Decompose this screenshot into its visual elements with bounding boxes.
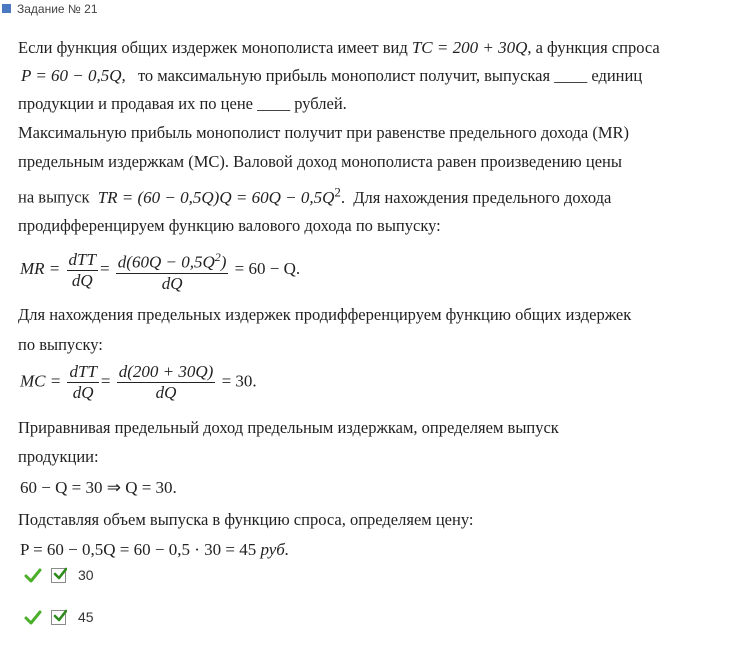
mr-formula: MR = $\frac{\text{dTT}}{dQ}$ = $\frac{d(60Q - 0,5Q^2)}{dQ}$ = 60 − Q.	[20, 247, 300, 294]
demand-formula: P = 60 − 0,5Q,	[21, 66, 126, 85]
header-square-icon	[2, 4, 11, 13]
solution-line: продукции:	[18, 447, 99, 466]
checkbox-check-icon	[53, 567, 67, 581]
solution-line: предельным издержкам (МС). Валовой доход монополиста равен произведению цены	[18, 152, 622, 171]
question-line-3: продукции и продавая их по цене ____ рублей.	[18, 94, 347, 113]
checkbox-check-icon	[53, 609, 67, 623]
question-line-2	[18, 66, 642, 86]
solution-line: Максимальную прибыль монополист получит при равенстве предельного дохода (MR)	[18, 123, 630, 142]
question-text: Если функция общих издержек монополиста имеет вид	[18, 38, 408, 57]
answer-value: 45	[78, 609, 94, 625]
solution-line: по выпуску:	[18, 335, 103, 354]
equality-formula: 60 − Q = 30 ⇒ Q = 30.	[20, 478, 177, 497]
question-text: то максимальную прибыль монополист получит, выпуская ____ единиц	[137, 66, 643, 85]
correct-check-icon	[24, 567, 42, 585]
solution-line: Приравнивая предельный доход предельным издержкам, определяем выпуск	[18, 418, 559, 437]
tr-formula: TR = $(60 - 0,5Q)Q = 60Q - 0,5Q^2$.	[97, 184, 346, 207]
answer-checkbox[interactable]	[51, 610, 66, 625]
price-formula: P = 60 − 0,5Q = 60 − 0,5 · 30 = 45 руб.	[20, 540, 290, 559]
solution-line: Для нахождения предельных издержек продифференцируем функцию общих издержек	[18, 305, 632, 324]
answer-checkbox[interactable]	[51, 568, 66, 583]
solution-text: на выпуск	[18, 187, 90, 207]
solution-line: Подставляя объем выпуска в функцию спроса, определяем цену:	[18, 510, 474, 529]
question-text: , а функция спроса	[527, 38, 660, 57]
solution-text: Для нахождения предельного дохода	[353, 187, 612, 207]
mc-formula: MC = $\frac{\text{dTT}}{dQ}$ = $\frac{d(200 + 30Q)}{dQ}$ = 30.	[20, 362, 257, 402]
task-title: Задание № 21	[17, 2, 98, 16]
solution-line: продифференцируем функцию валового дохода по выпуску:	[18, 216, 441, 235]
tc-formula: TC = 200 + 30Q	[411, 38, 528, 57]
answer-value: 30	[78, 567, 94, 583]
question-line-1	[18, 38, 660, 58]
correct-check-icon	[24, 609, 42, 627]
solution-line	[18, 182, 611, 208]
task-header	[0, 0, 733, 20]
